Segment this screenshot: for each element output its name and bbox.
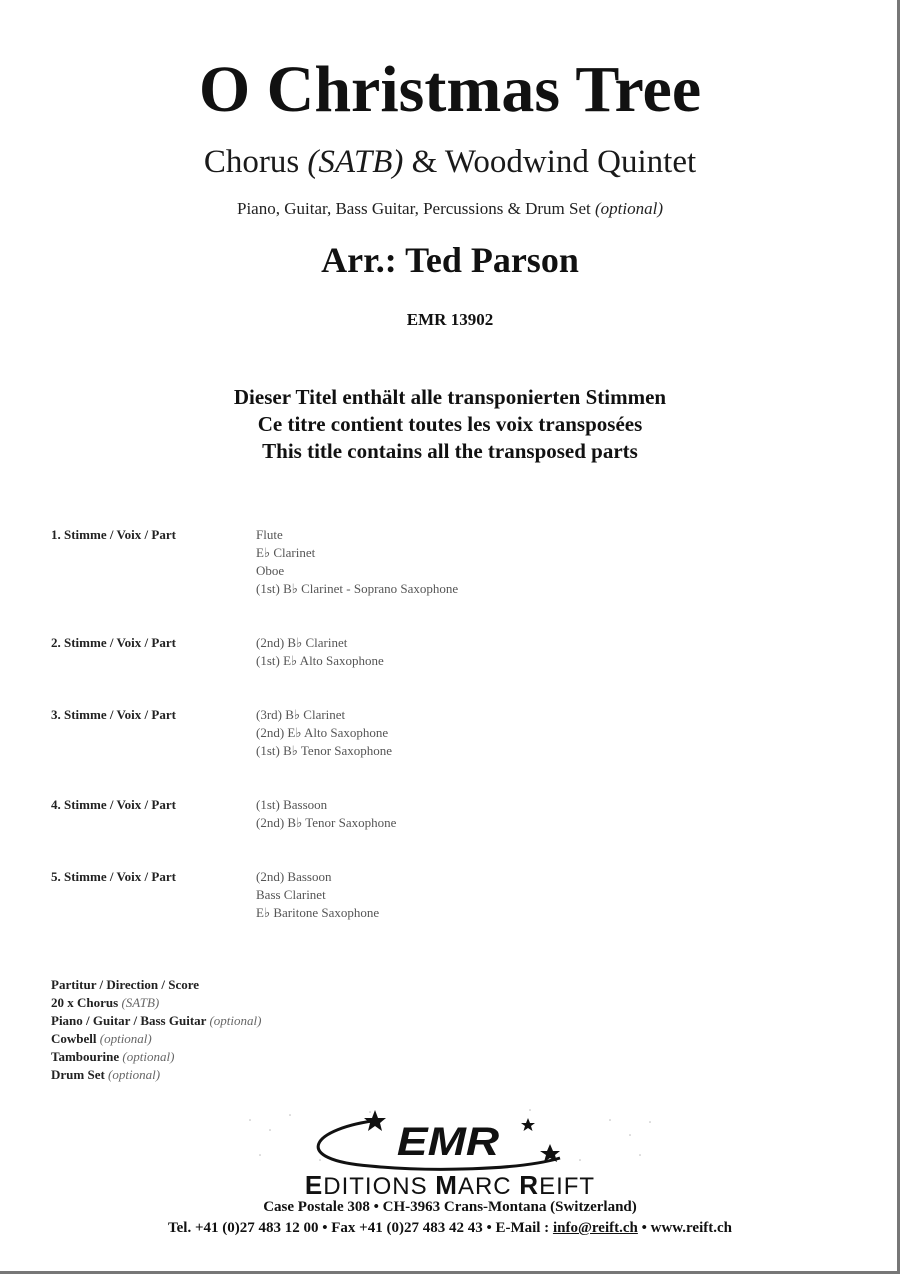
instrument-item: Bass Clarinet [256, 887, 326, 902]
subtitle-text-rest: & Woodwind Quintet [403, 144, 697, 180]
extra-note: (optional) [108, 1067, 161, 1082]
notice-german: Dieser Titel enthält alle transponierten Stimmen [233, 385, 667, 409]
optional-label: (optional) [594, 199, 663, 218]
page-title: O Christmas Tree [198, 53, 702, 126]
part-label: 1. Stimme / Voix / Part [51, 527, 176, 542]
notice-english: This title contains all the transposed parts [262, 439, 638, 463]
part-label: 4. Stimme / Voix / Part [51, 797, 176, 812]
publisher-contact [0, 1218, 900, 1238]
extra-note: (optional) [209, 1013, 262, 1028]
separator: • [637, 1220, 651, 1236]
logo-text: EMR [396, 1119, 500, 1165]
extra-text: Drum Set [51, 1067, 109, 1082]
brand-initial: R [519, 1170, 540, 1200]
star-icon [521, 1118, 535, 1131]
instrument-item: (2nd) E♭ Alto Saxophone [256, 725, 389, 740]
extra-text: Piano / Guitar / Bass Guitar [51, 1013, 210, 1028]
part-instruments [256, 526, 458, 598]
brand-word: ARC [457, 1173, 520, 1200]
subtitle-voicing: (SATB) [307, 144, 404, 180]
catalog-number: EMR 13902 [406, 310, 494, 329]
extra-note: (SATB) [121, 995, 160, 1010]
instrument-item: (2nd) Bassoon [256, 869, 332, 884]
instrument-item: E♭ Clarinet [256, 545, 316, 560]
notice-french: Ce titre contient toutes les voix transposées [257, 412, 643, 436]
extra-note: (optional) [122, 1049, 175, 1064]
extra-item-drum-set [51, 1066, 261, 1084]
instrument-item: (3rd) B♭ Clarinet [256, 707, 346, 722]
part-instruments [256, 706, 392, 760]
part-label: 3. Stimme / Voix / Part [51, 707, 176, 722]
extra-text: Partitur / Direction / Score [51, 977, 200, 992]
star-icon [364, 1110, 386, 1131]
optional-instruments-text: Piano, Guitar, Bass Guitar, Percussions & Drum Set [237, 199, 595, 218]
publisher-name [0, 1172, 900, 1200]
extra-text: Cowbell [51, 1031, 100, 1046]
instrument-item: (2nd) B♭ Tenor Saxophone [256, 815, 397, 830]
website-link[interactable]: www.reift.ch [650, 1220, 732, 1236]
optional-instruments-line [0, 198, 900, 220]
part-label: 5. Stimme / Voix / Part [51, 869, 176, 884]
part-label: 2. Stimme / Voix / Part [51, 635, 176, 650]
subtitle-text: Chorus [203, 144, 308, 180]
extra-note: (optional) [99, 1031, 152, 1046]
instrument-item: Oboe [256, 563, 285, 578]
instrument-item: (1st) B♭ Tenor Saxophone [256, 743, 393, 758]
extra-item-cowbell [51, 1030, 261, 1048]
extra-item-score [51, 976, 261, 994]
instrument-item: E♭ Baritone Saxophone [256, 905, 380, 920]
additional-parts-list [51, 976, 261, 1084]
part-instruments [256, 634, 384, 670]
instrument-item: Flute [256, 527, 283, 542]
instrument-item: (1st) B♭ Clarinet - Soprano Saxophone [256, 581, 459, 596]
transposed-parts-notice [0, 384, 900, 465]
part-instruments [256, 868, 379, 922]
instrument-item: (1st) Bassoon [256, 797, 328, 812]
publisher-address: Case Postale 308 • CH-3963 Crans-Montana (Switzerland) [263, 1199, 637, 1215]
arranger: Arr.: Ted Parson [321, 240, 579, 280]
extra-item-piano [51, 1012, 261, 1030]
extra-item-tambourine [51, 1048, 261, 1066]
part-instruments [256, 796, 396, 832]
extra-text: Tambourine [51, 1049, 123, 1064]
brand-initial: M [435, 1170, 458, 1200]
instrument-item: (1st) E♭ Alto Saxophone [256, 653, 384, 668]
ensemble-subtitle [0, 142, 900, 182]
instrument-item: (2nd) B♭ Clarinet [256, 635, 348, 650]
brand-word: DITIONS [323, 1173, 436, 1200]
brand-word: EIFT [539, 1173, 596, 1200]
extra-item-chorus [51, 994, 261, 1012]
email-link[interactable]: info@reift.ch [552, 1220, 638, 1236]
extra-text: 20 x Chorus [51, 995, 122, 1010]
brand-initial: E [304, 1170, 324, 1200]
contact-phone-fax: Tel. +41 (0)27 483 12 00 • Fax +41 (0)27 483 42 43 • E-Mail : [168, 1220, 553, 1236]
